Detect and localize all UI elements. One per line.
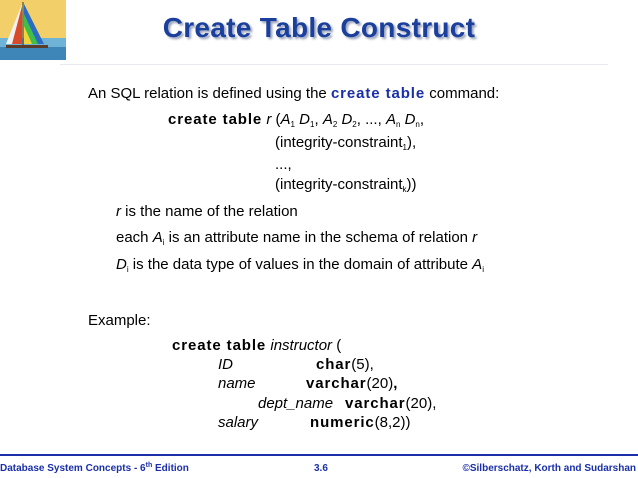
constraint-k-text: (integrity-constraint xyxy=(275,176,403,193)
example-type-salary xyxy=(310,414,411,431)
constraint-1-sub: 1 xyxy=(402,143,407,152)
bullet-data-type xyxy=(116,256,484,273)
constraint-1-text: (integrity-constraint xyxy=(275,134,403,151)
footer-edition-sup: th xyxy=(145,462,153,469)
attr-args: (5), xyxy=(351,356,374,373)
bullet-3-var: D xyxy=(116,256,127,273)
syntax-d2-sub: 2 xyxy=(352,120,357,129)
syntax-dn: D xyxy=(404,111,416,128)
constraint-k-sub: k xyxy=(402,185,407,194)
bullet-1-var: r xyxy=(116,203,121,220)
attr-type: numeric xyxy=(310,414,375,431)
example-row-name xyxy=(218,375,256,392)
attr-name: name xyxy=(218,375,256,392)
syntax-d2: D xyxy=(341,111,353,128)
footer-divider xyxy=(0,454,638,456)
syntax-a1-sub: 1 xyxy=(290,120,295,129)
slide-title: Create Table Construct xyxy=(162,12,476,43)
syntax-line xyxy=(168,111,424,128)
example-type-name xyxy=(306,375,397,392)
syntax-an: A xyxy=(385,111,396,128)
title-divider xyxy=(60,64,608,65)
syntax-a1: A xyxy=(280,111,291,128)
example-row-dept-name xyxy=(258,395,333,412)
attr-type: varchar xyxy=(345,395,406,412)
attr-name: ID xyxy=(218,356,233,373)
intro-keyword: create table xyxy=(330,85,426,102)
bullet-attribute-name xyxy=(116,229,477,246)
intro-text-after: command: xyxy=(425,85,500,102)
syntax-dn-sub: n xyxy=(415,120,420,129)
bullet-2-sub: i xyxy=(162,238,165,247)
attr-comma: , xyxy=(393,375,398,392)
syntax-mid: , ..., xyxy=(356,111,386,128)
example-relation: instructor xyxy=(270,337,333,354)
attr-args: (8,2)) xyxy=(374,414,411,431)
syntax-d1: D xyxy=(299,111,311,128)
bullet-2-text: is an attribute name in the schema of relation xyxy=(164,229,473,246)
syntax-sep: , xyxy=(314,111,323,128)
example-row-salary xyxy=(218,414,258,431)
syntax-open-paren: ( xyxy=(271,111,281,128)
attr-type: varchar xyxy=(306,375,367,392)
footer-copyright: ©Silberschatz, Korth and Sudarshan xyxy=(462,463,636,474)
intro-line xyxy=(88,85,499,102)
syntax-an-sub: n xyxy=(395,120,401,129)
attr-name: dept_name xyxy=(258,395,334,412)
footer-book-text: Database System Concepts - 6 xyxy=(0,463,146,474)
syntax-a2: A xyxy=(322,111,333,128)
bullet-1-text: is the name of the relation xyxy=(121,203,298,220)
syntax-d1-sub: 1 xyxy=(310,120,315,129)
footer-book-title xyxy=(0,463,189,474)
syntax-ellipsis: ..., xyxy=(275,156,292,173)
attr-args: (20) xyxy=(366,375,394,392)
example-row-id xyxy=(218,356,233,373)
syntax-constraint-1 xyxy=(275,134,416,151)
constraint-1-close: ), xyxy=(407,134,417,151)
bullet-3-sub: i xyxy=(126,265,129,274)
attr-args: (20), xyxy=(405,395,437,412)
attr-type: char xyxy=(316,356,352,373)
syntax-a2-sub: 2 xyxy=(332,120,338,129)
footer-page-number: 3.6 xyxy=(314,463,328,474)
syntax-relation: r xyxy=(266,111,272,128)
example-type-id xyxy=(316,356,374,373)
example-label: Example: xyxy=(88,312,151,329)
bullet-2-pre: each xyxy=(116,229,153,246)
example-type-dept-name xyxy=(345,395,436,412)
bullet-3-sub2: i xyxy=(482,265,484,274)
bullet-relation-name xyxy=(116,203,298,220)
intro-text-before: An SQL relation is defined using the xyxy=(88,85,331,102)
syntax-keyword: create table xyxy=(168,111,263,128)
bullet-2-var2: r xyxy=(472,229,478,246)
example-keyword: create table xyxy=(172,337,267,354)
example-header xyxy=(172,337,341,354)
bullet-3-text: is the data type of values in the domain of attribute xyxy=(128,256,473,273)
bullet-3-var2: A xyxy=(472,256,483,273)
footer-edition-text: Edition xyxy=(152,463,189,474)
constraint-k-close: )) xyxy=(406,176,417,193)
attr-name: salary xyxy=(218,414,259,431)
syntax-constraint-k xyxy=(275,176,417,193)
bullet-2-var: A xyxy=(152,229,163,246)
example-open-paren: ( xyxy=(332,337,342,354)
syntax-end: , xyxy=(419,111,425,128)
